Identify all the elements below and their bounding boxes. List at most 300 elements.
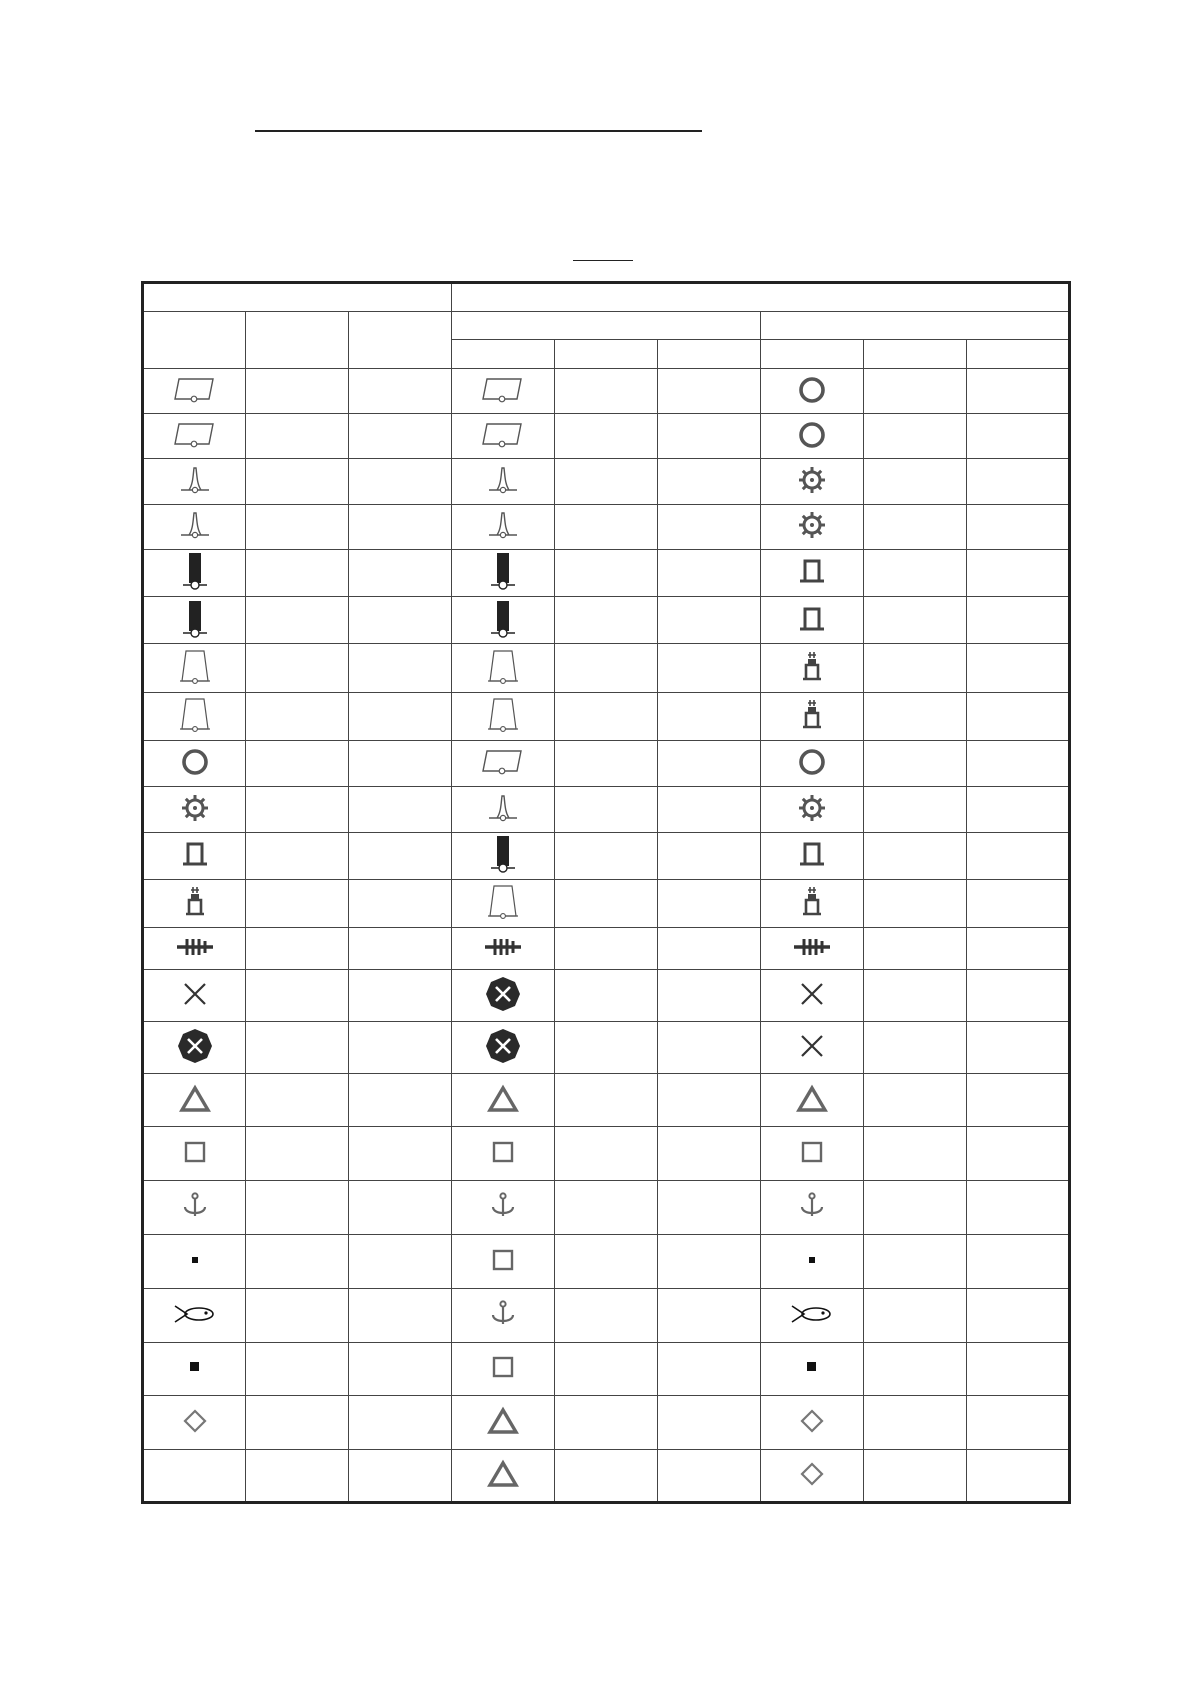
table-cell bbox=[246, 597, 349, 644]
table-row bbox=[143, 414, 1070, 459]
filled-square-icon bbox=[761, 1358, 863, 1379]
table-cell bbox=[246, 1021, 349, 1073]
table-cell bbox=[761, 928, 864, 970]
table-cell bbox=[349, 970, 452, 1022]
table-cell bbox=[967, 504, 1070, 549]
table-cell bbox=[143, 1342, 246, 1396]
parallelogram-mark-icon bbox=[144, 420, 245, 453]
table-cell bbox=[246, 1073, 349, 1127]
table-cell bbox=[864, 741, 967, 787]
table-cell bbox=[452, 1021, 555, 1073]
table-cell bbox=[864, 832, 967, 879]
table-cell bbox=[864, 787, 967, 832]
table-cell bbox=[658, 1450, 761, 1503]
table-cell bbox=[761, 1021, 864, 1073]
table-cell bbox=[143, 1073, 246, 1127]
table-cell bbox=[555, 787, 658, 832]
col-header-8 bbox=[864, 340, 967, 369]
triangle-outline-icon bbox=[452, 1459, 554, 1492]
circle-ring-icon bbox=[761, 746, 863, 781]
header-subgroup-b bbox=[761, 312, 1070, 340]
table-cell bbox=[658, 644, 761, 692]
table-cell bbox=[349, 879, 452, 927]
table-cell bbox=[349, 369, 452, 414]
table-cell bbox=[452, 1181, 555, 1235]
table-cell bbox=[143, 644, 246, 692]
table-row bbox=[143, 1234, 1070, 1288]
trapezoid-mark-icon bbox=[452, 695, 554, 738]
col-header-6 bbox=[658, 340, 761, 369]
table-cell bbox=[761, 1234, 864, 1288]
table-cell bbox=[967, 1234, 1070, 1288]
table-cell bbox=[349, 597, 452, 644]
gate-icon bbox=[144, 839, 245, 872]
table-row bbox=[143, 1073, 1070, 1127]
table-cell bbox=[555, 970, 658, 1022]
table-cell bbox=[761, 644, 864, 692]
table-cell bbox=[452, 741, 555, 787]
table-cell bbox=[555, 414, 658, 459]
table-row bbox=[143, 879, 1070, 927]
table-row bbox=[143, 597, 1070, 644]
table-cell bbox=[967, 692, 1070, 740]
table-cell bbox=[452, 1450, 555, 1503]
table-cell bbox=[555, 369, 658, 414]
table-cell bbox=[967, 928, 1070, 970]
square-outline-icon bbox=[452, 1354, 554, 1383]
table-cell bbox=[555, 928, 658, 970]
table-cell bbox=[452, 644, 555, 692]
table-cell bbox=[658, 741, 761, 787]
filled-post-icon bbox=[144, 551, 245, 594]
bell-mark-icon bbox=[452, 509, 554, 544]
table-cell bbox=[349, 1127, 452, 1181]
circle-ring-icon bbox=[761, 374, 863, 409]
gear-cog-icon bbox=[144, 792, 245, 827]
parallelogram-mark-icon bbox=[144, 375, 245, 408]
table-cell bbox=[349, 414, 452, 459]
table-cell bbox=[864, 369, 967, 414]
table-cell bbox=[967, 414, 1070, 459]
table-cell bbox=[761, 1288, 864, 1342]
table-cell bbox=[864, 1342, 967, 1396]
table-cell bbox=[349, 644, 452, 692]
parallelogram-mark-icon bbox=[452, 420, 554, 453]
table-cell bbox=[143, 928, 246, 970]
table-cell bbox=[452, 879, 555, 927]
table-cell bbox=[452, 504, 555, 549]
table-cell bbox=[761, 1181, 864, 1235]
table-cell bbox=[555, 1288, 658, 1342]
table-cell bbox=[452, 1342, 555, 1396]
table-cell bbox=[143, 459, 246, 504]
table-cell bbox=[864, 597, 967, 644]
table-cell bbox=[143, 787, 246, 832]
table-cell bbox=[864, 459, 967, 504]
square-outline-icon bbox=[452, 1247, 554, 1276]
table-cell bbox=[143, 1021, 246, 1073]
gear-cog-icon bbox=[761, 464, 863, 499]
filled-post-icon bbox=[144, 599, 245, 642]
circle-ring-icon bbox=[761, 419, 863, 454]
table-cell bbox=[761, 549, 864, 596]
table-row bbox=[143, 504, 1070, 549]
table-row bbox=[143, 832, 1070, 879]
table-cell bbox=[349, 692, 452, 740]
gear-cog-icon bbox=[761, 792, 863, 827]
table-cell bbox=[658, 1234, 761, 1288]
parallelogram-mark-icon bbox=[452, 375, 554, 408]
table-cell bbox=[555, 1450, 658, 1503]
table-cell bbox=[143, 879, 246, 927]
title-underline bbox=[255, 130, 702, 132]
gate-icon bbox=[761, 839, 863, 872]
table-cell bbox=[349, 928, 452, 970]
table-cell bbox=[143, 692, 246, 740]
table-cell bbox=[143, 549, 246, 596]
table-cell bbox=[658, 549, 761, 596]
table-cell bbox=[761, 692, 864, 740]
table-cell bbox=[246, 1342, 349, 1396]
table-cell bbox=[658, 928, 761, 970]
table-cell bbox=[658, 459, 761, 504]
table-cell bbox=[864, 1396, 967, 1450]
table-cell bbox=[967, 1181, 1070, 1235]
table-cell bbox=[246, 504, 349, 549]
table-cell bbox=[967, 741, 1070, 787]
table-cell bbox=[555, 1127, 658, 1181]
table-cell bbox=[761, 787, 864, 832]
table-cell bbox=[864, 879, 967, 927]
bell-mark-icon bbox=[452, 792, 554, 827]
table-cell bbox=[349, 741, 452, 787]
table-cell bbox=[246, 414, 349, 459]
table-cell bbox=[452, 597, 555, 644]
fish-icon bbox=[761, 1302, 863, 1329]
square-outline-icon bbox=[761, 1139, 863, 1168]
table-cell bbox=[452, 692, 555, 740]
table-cell bbox=[658, 369, 761, 414]
table-cell bbox=[658, 692, 761, 740]
table-row bbox=[143, 459, 1070, 504]
table-cell bbox=[143, 1450, 246, 1503]
circle-ring-icon bbox=[144, 746, 245, 781]
trapezoid-mark-icon bbox=[452, 647, 554, 690]
cross-x-icon bbox=[144, 980, 245, 1011]
table-cell bbox=[555, 459, 658, 504]
trapezoid-mark-icon bbox=[144, 695, 245, 738]
table-cell bbox=[864, 1181, 967, 1235]
table-cell bbox=[864, 1234, 967, 1288]
table-cell bbox=[452, 1127, 555, 1181]
table-cell bbox=[349, 504, 452, 549]
lighthouse-icon bbox=[761, 650, 863, 687]
small-dot-icon bbox=[144, 1253, 245, 1270]
table-cell bbox=[658, 1396, 761, 1450]
table-row bbox=[143, 1127, 1070, 1181]
table-cell bbox=[349, 1450, 452, 1503]
bell-mark-icon bbox=[452, 464, 554, 499]
table-cell bbox=[143, 597, 246, 644]
table-cell bbox=[967, 1021, 1070, 1073]
table-row bbox=[143, 1342, 1070, 1396]
gear-cog-icon bbox=[761, 509, 863, 544]
table-row bbox=[143, 928, 1070, 970]
gate-icon bbox=[761, 556, 863, 589]
table-cell bbox=[452, 549, 555, 596]
wreck-circle-icon bbox=[452, 1028, 554, 1067]
table-cell bbox=[555, 504, 658, 549]
filled-post-icon bbox=[452, 599, 554, 642]
table-cell bbox=[761, 832, 864, 879]
table-cell bbox=[555, 1073, 658, 1127]
triangle-outline-icon bbox=[761, 1084, 863, 1117]
table-cell bbox=[555, 741, 658, 787]
table-cell bbox=[246, 1288, 349, 1342]
table-row bbox=[143, 692, 1070, 740]
table-cell bbox=[246, 459, 349, 504]
table-cell bbox=[967, 970, 1070, 1022]
table-cell bbox=[143, 369, 246, 414]
table-cell bbox=[143, 1288, 246, 1342]
table-row bbox=[143, 787, 1070, 832]
bell-mark-icon bbox=[144, 464, 245, 499]
table-cell bbox=[143, 741, 246, 787]
gate-icon bbox=[761, 604, 863, 637]
col-header-7 bbox=[761, 340, 864, 369]
table-cell bbox=[452, 369, 555, 414]
table-cell bbox=[864, 1450, 967, 1503]
diamond-outline-icon bbox=[761, 1460, 863, 1491]
table-cell bbox=[143, 1127, 246, 1181]
fish-icon bbox=[144, 1302, 245, 1329]
lighthouse-icon bbox=[144, 885, 245, 922]
filled-post-icon bbox=[452, 834, 554, 877]
symbol-table bbox=[141, 281, 1071, 1504]
table-cell bbox=[143, 1234, 246, 1288]
diamond-outline-icon bbox=[144, 1407, 245, 1438]
lighthouse-icon bbox=[761, 698, 863, 735]
lighthouse-icon bbox=[761, 885, 863, 922]
table-cell bbox=[658, 1127, 761, 1181]
table-cell bbox=[452, 787, 555, 832]
cable-line-icon bbox=[761, 935, 863, 962]
table-cell bbox=[452, 832, 555, 879]
parallelogram-mark-icon bbox=[452, 747, 554, 780]
table-cell bbox=[658, 1073, 761, 1127]
table-cell bbox=[761, 879, 864, 927]
bell-mark-icon bbox=[144, 509, 245, 544]
table-cell bbox=[864, 692, 967, 740]
table-cell bbox=[349, 549, 452, 596]
table-cell bbox=[658, 832, 761, 879]
table-cell bbox=[864, 1021, 967, 1073]
table-cell bbox=[864, 1127, 967, 1181]
table-cell bbox=[246, 644, 349, 692]
table-cell bbox=[143, 504, 246, 549]
col-header-4 bbox=[452, 340, 555, 369]
table-cell bbox=[761, 970, 864, 1022]
table-cell bbox=[967, 459, 1070, 504]
table-cell bbox=[761, 1073, 864, 1127]
table-cell bbox=[658, 597, 761, 644]
table-cell bbox=[967, 832, 1070, 879]
table-cell bbox=[349, 459, 452, 504]
col-header-3 bbox=[349, 312, 452, 369]
small-dot-icon bbox=[761, 1253, 863, 1270]
table-cell bbox=[349, 1342, 452, 1396]
filled-post-icon bbox=[452, 551, 554, 594]
table-cell bbox=[864, 414, 967, 459]
table-cell bbox=[143, 832, 246, 879]
trapezoid-mark-icon bbox=[452, 882, 554, 925]
table-row bbox=[143, 549, 1070, 596]
table-cell bbox=[555, 1396, 658, 1450]
table-cell bbox=[761, 414, 864, 459]
anchor-icon bbox=[761, 1191, 863, 1224]
table-cell bbox=[349, 1181, 452, 1235]
table-cell bbox=[555, 879, 658, 927]
table-cell bbox=[864, 504, 967, 549]
table-cell bbox=[864, 549, 967, 596]
table-cell bbox=[658, 1181, 761, 1235]
wreck-circle-icon bbox=[452, 976, 554, 1015]
table-cell bbox=[658, 1021, 761, 1073]
table-cell bbox=[864, 970, 967, 1022]
table-cell bbox=[761, 1450, 864, 1503]
table-row bbox=[143, 970, 1070, 1022]
table-row bbox=[143, 1450, 1070, 1503]
table-cell bbox=[864, 644, 967, 692]
col-header-2 bbox=[246, 312, 349, 369]
table-cell bbox=[246, 1396, 349, 1450]
table-cell bbox=[555, 1021, 658, 1073]
table-cell bbox=[864, 1073, 967, 1127]
table-cell bbox=[555, 597, 658, 644]
header-group-left bbox=[143, 283, 452, 312]
table-row bbox=[143, 1288, 1070, 1342]
table-cell bbox=[246, 832, 349, 879]
table-cell bbox=[658, 787, 761, 832]
filled-square-icon bbox=[144, 1358, 245, 1379]
table-cell bbox=[452, 1288, 555, 1342]
table-cell bbox=[349, 787, 452, 832]
table-cell bbox=[246, 879, 349, 927]
table-cell bbox=[967, 787, 1070, 832]
triangle-outline-icon bbox=[452, 1406, 554, 1439]
table-cell bbox=[967, 597, 1070, 644]
triangle-outline-icon bbox=[144, 1084, 245, 1117]
table-cell bbox=[658, 879, 761, 927]
table-cell bbox=[143, 1396, 246, 1450]
table-cell bbox=[761, 1396, 864, 1450]
table-cell bbox=[761, 369, 864, 414]
table-cell bbox=[555, 1234, 658, 1288]
cross-x-icon bbox=[761, 1032, 863, 1063]
anchor-icon bbox=[452, 1299, 554, 1332]
col-header-9 bbox=[967, 340, 1070, 369]
col-header-1 bbox=[143, 312, 246, 369]
table-cell bbox=[349, 1073, 452, 1127]
table-cell bbox=[246, 1450, 349, 1503]
table-cell bbox=[967, 549, 1070, 596]
table-cell bbox=[967, 1342, 1070, 1396]
table-cell bbox=[349, 832, 452, 879]
table-cell bbox=[967, 1396, 1070, 1450]
table-cell bbox=[761, 1342, 864, 1396]
table-cell bbox=[555, 832, 658, 879]
table-cell bbox=[246, 1181, 349, 1235]
table-cell bbox=[967, 644, 1070, 692]
table-cell bbox=[452, 414, 555, 459]
table-cell bbox=[143, 970, 246, 1022]
square-outline-icon bbox=[452, 1139, 554, 1168]
caption-underline bbox=[573, 260, 633, 261]
table-cell bbox=[864, 928, 967, 970]
table-cell bbox=[452, 1396, 555, 1450]
anchor-icon bbox=[144, 1191, 245, 1224]
table-row bbox=[143, 369, 1070, 414]
diamond-outline-icon bbox=[761, 1407, 863, 1438]
table-cell bbox=[452, 459, 555, 504]
table-cell bbox=[349, 1021, 452, 1073]
table-cell bbox=[761, 504, 864, 549]
table-cell bbox=[555, 1181, 658, 1235]
table-row bbox=[143, 1021, 1070, 1073]
table-cell bbox=[452, 970, 555, 1022]
table-cell bbox=[658, 414, 761, 459]
triangle-outline-icon bbox=[452, 1084, 554, 1117]
table-cell bbox=[246, 1234, 349, 1288]
wreck-circle-icon bbox=[144, 1028, 245, 1067]
anchor-icon bbox=[452, 1191, 554, 1224]
square-outline-icon bbox=[144, 1139, 245, 1168]
table-cell bbox=[658, 970, 761, 1022]
table-cell bbox=[967, 1073, 1070, 1127]
header-subgroup-a bbox=[452, 312, 761, 340]
table-cell bbox=[246, 741, 349, 787]
table-cell bbox=[967, 1450, 1070, 1503]
header-group-right bbox=[452, 283, 1070, 312]
table-cell bbox=[761, 741, 864, 787]
table-cell bbox=[967, 369, 1070, 414]
col-header-5 bbox=[555, 340, 658, 369]
cable-line-icon bbox=[144, 935, 245, 962]
table-cell bbox=[967, 879, 1070, 927]
table-cell bbox=[452, 928, 555, 970]
table-cell bbox=[349, 1396, 452, 1450]
table-cell bbox=[864, 1288, 967, 1342]
table-cell bbox=[658, 1288, 761, 1342]
table-cell bbox=[761, 459, 864, 504]
table-row bbox=[143, 1181, 1070, 1235]
cross-x-icon bbox=[761, 980, 863, 1011]
table-row bbox=[143, 644, 1070, 692]
table-cell bbox=[143, 414, 246, 459]
table-cell bbox=[761, 597, 864, 644]
table-cell bbox=[143, 1181, 246, 1235]
cable-line-icon bbox=[452, 935, 554, 962]
table-cell bbox=[555, 692, 658, 740]
table-cell bbox=[967, 1127, 1070, 1181]
table-cell bbox=[555, 644, 658, 692]
table-cell bbox=[349, 1234, 452, 1288]
table-cell bbox=[246, 928, 349, 970]
table-cell bbox=[452, 1234, 555, 1288]
table-cell bbox=[246, 787, 349, 832]
table-row bbox=[143, 1396, 1070, 1450]
table-cell bbox=[658, 504, 761, 549]
